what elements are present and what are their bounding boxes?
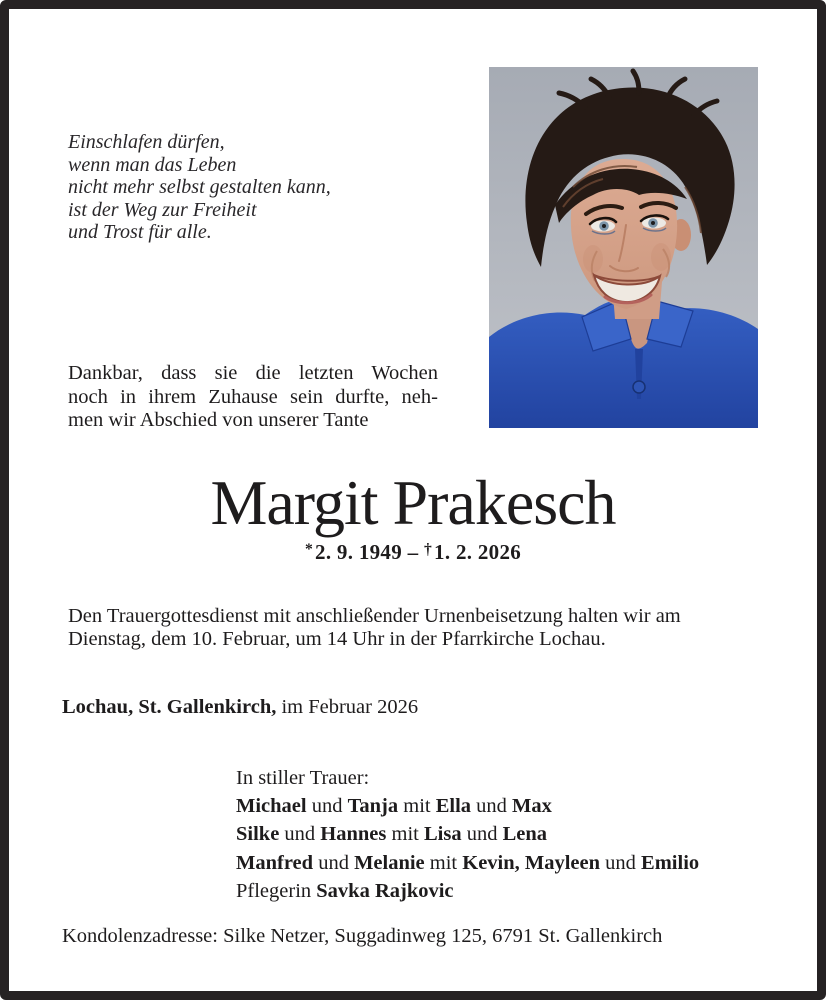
text-line: ist der Weg zur Freiheit [68, 198, 257, 221]
text-line: men wir Abschied von unserer Tante [68, 409, 369, 432]
text-line: Einschlafen dürfen, [68, 131, 225, 153]
dateline-month: im Februar 2026 [276, 696, 419, 718]
portrait-photo [489, 67, 758, 428]
text-line: Dankbar, dass sie die letzten Wochen [68, 362, 438, 384]
text-line: und Trost für alle. [68, 221, 212, 244]
text-line: Manfred und Melanie mit Kevin, Mayleen und Emilio [236, 851, 700, 874]
deceased-name: Margit Prakesch [210, 467, 616, 538]
condolence-address: Kondolenzadresse: Silke Netzer, Suggadinweg 125, 6791 St. Gallenkirch [62, 925, 663, 947]
death-dagger-symbol: † [423, 540, 433, 558]
portrait-illustration [489, 67, 758, 428]
life-dates [9, 540, 817, 565]
birth-star-symbol: * [304, 540, 314, 558]
intro-paragraph [68, 362, 438, 433]
place-names: Lochau, St. Gallenkirch, [62, 696, 277, 718]
place-dateline [62, 696, 418, 719]
birth-date: 2. 9. 1949 [315, 540, 403, 564]
mourners-heading: In stiller Trauer: [236, 767, 370, 789]
dates-dash: – [407, 540, 419, 564]
text-line: nicht mehr selbst gestalten kann, [68, 176, 331, 199]
text-line: Pflegerin Savka Rajkovic [236, 879, 454, 902]
text-line: Dienstag, dem 10. Februar, um 14 Uhr in der Pfarrkirche Lochau. [68, 628, 606, 650]
opening-verse [68, 131, 331, 244]
mourners-names [236, 792, 699, 905]
mourners-block [236, 764, 699, 905]
death-date: 1. 2. 2026 [434, 540, 522, 564]
shirt-button [633, 381, 645, 393]
text-line: wenn man das Leben [68, 153, 237, 176]
text-line: Silke und Hannes mit Lisa und Lena [236, 823, 548, 846]
text-line: Michael und Tanja mit Ella und Max [236, 795, 552, 818]
text-line: Den Trauergottesdienst mit anschließender Urnenbeisetzung halten wir am [68, 605, 681, 627]
text-line: noch in ihrem Zuhause sein durfte, neh- [68, 385, 438, 408]
service-announcement [68, 605, 784, 651]
